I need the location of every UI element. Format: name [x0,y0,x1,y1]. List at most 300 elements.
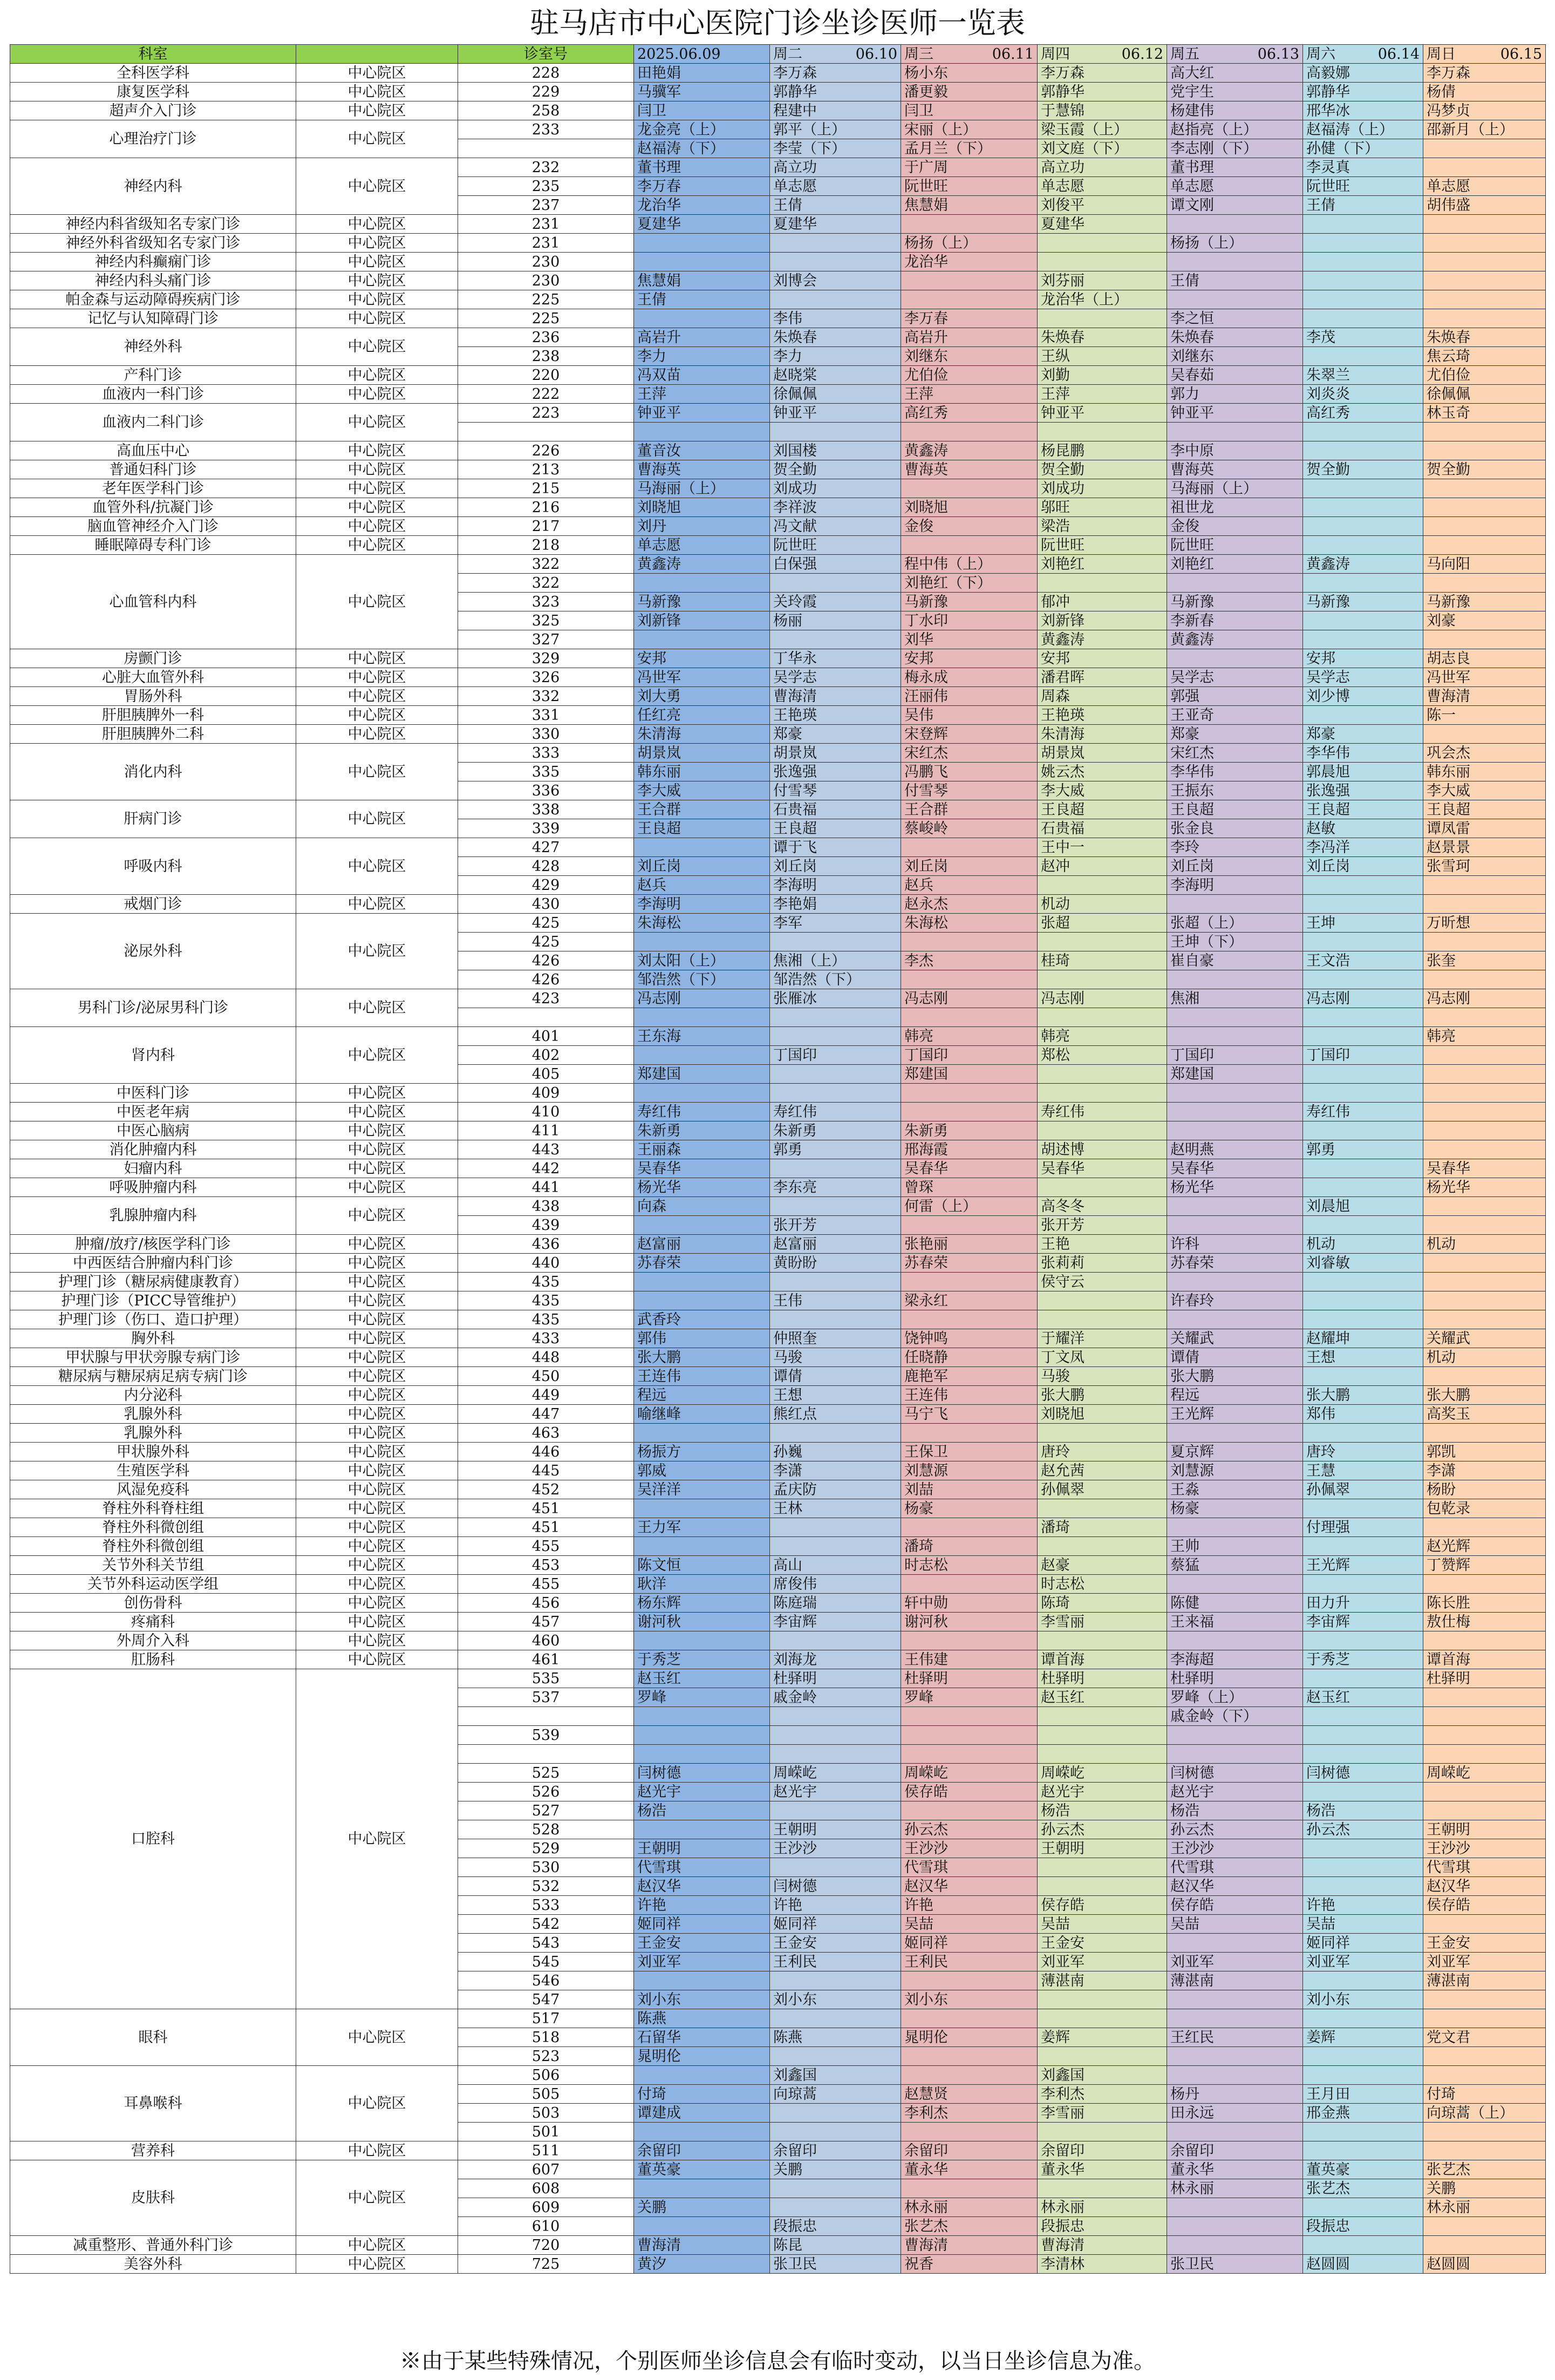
doctor-cell: 钟亚平 [634,404,770,423]
doctor-cell [1167,2198,1303,2217]
doctor-cell: 刘鑫国 [770,2066,901,2085]
doctor-cell [1038,574,1167,593]
doctor-cell [1303,970,1423,989]
doctor-cell [770,253,901,271]
room-cell: 236 [458,328,634,347]
room-cell: 435 [458,1291,634,1310]
room-cell: 539 [458,1726,634,1745]
doctor-cell: 王朝明 [634,1839,770,1858]
doctor-cell: 王良超 [634,819,770,838]
room-cell: 216 [458,498,634,517]
doctor-cell: 许艳 [1303,1896,1423,1915]
doctor-cell: 付雪琴 [901,781,1038,800]
doctor-cell [634,1424,770,1443]
doctor-cell: 许艳 [634,1896,770,1915]
doctor-cell: 高山 [770,1556,901,1575]
doctor-cell: 谭文刚 [1167,196,1303,215]
doctor-cell: 李利杰 [901,2104,1038,2123]
doctor-cell [1423,1291,1546,1310]
doctor-cell: 杨扬（上） [1167,234,1303,253]
table-row [10,385,1546,404]
doctor-cell: 寿红伟 [1038,1103,1167,1121]
doctor-cell: 郑松 [1038,1046,1167,1065]
doctor-cell: 机动 [1423,1348,1546,1367]
doctor-cell: 段振忠 [1038,2217,1167,2236]
room-cell: 610 [458,2217,634,2236]
doctor-cell: 黄鑫涛 [901,441,1038,460]
room-cell [458,1008,634,1027]
doctor-cell [1303,2198,1423,2217]
doctor-cell: 熊红点 [770,1405,901,1424]
doctor-cell: 郑豪 [1167,725,1303,744]
table-row [10,2255,1546,2274]
doctor-cell: 席俊伟 [770,1575,901,1594]
doctor-cell: 王连伟 [634,1367,770,1386]
doctor-cell [634,1820,770,1839]
doctor-cell [770,2047,901,2066]
room-cell: 322 [458,555,634,574]
doctor-cell [901,1726,1038,1745]
doctor-cell: 张开芳 [770,1216,901,1235]
doctor-cell: 程建中 [770,101,901,120]
doctor-cell [1423,1046,1546,1065]
doctor-cell [1167,1990,1303,2009]
doctor-cell [1423,234,1546,253]
room-cell: 332 [458,687,634,706]
doctor-cell [634,630,770,649]
doctor-cell: 李万春 [901,309,1038,328]
doctor-cell: 杜驿明 [770,1669,901,1688]
doctor-cell: 郭勇 [1303,1140,1423,1159]
doctor-cell [1303,1121,1423,1140]
doctor-cell [1303,479,1423,498]
doctor-cell: 赵光宇 [1038,1783,1167,1801]
doctor-cell: 王良超 [1423,800,1546,819]
doctor-cell: 马新豫 [1423,593,1546,611]
doctor-cell [1303,271,1423,290]
doctor-cell: 代雪琪 [901,1858,1038,1877]
doctor-cell: 晁明伦 [901,2028,1038,2047]
doctor-cell: 杨光华 [1423,1178,1546,1197]
room-cell: 323 [458,593,634,611]
doctor-cell: 王沙沙 [901,1839,1038,1858]
campus-cell: 中心院区 [296,1556,458,1575]
doctor-cell: 张艺杰 [1303,2179,1423,2198]
doctor-cell [1167,1575,1303,1594]
dept-cell: 护理门诊（伤口、造口护理） [10,1310,296,1329]
doctor-cell: 阮世旺 [1303,177,1423,196]
doctor-cell: 王伟 [770,1291,901,1310]
doctor-cell [1303,611,1423,630]
doctor-cell: 段振忠 [1303,2217,1423,2236]
doctor-cell: 杨建伟 [1167,101,1303,120]
table-row [10,2160,1546,2179]
doctor-cell [901,1518,1038,1537]
doctor-cell: 杨昆鹏 [1038,441,1167,460]
campus-cell: 中心院区 [296,725,458,744]
room-cell: 439 [458,1216,634,1235]
doctor-cell [901,290,1038,309]
doctor-cell: 朱海松 [634,914,770,933]
doctor-cell: 赵晓棠 [770,366,901,385]
doctor-cell [634,1631,770,1650]
doctor-cell: 王利民 [770,1953,901,1971]
doctor-cell: 吴春华 [901,1159,1038,1178]
room-cell: 426 [458,951,634,970]
doctor-cell [1038,933,1167,951]
doctor-cell [1038,1726,1167,1745]
doctor-cell: 贺全勤 [770,460,901,479]
doctor-cell: 郑建国 [1167,1065,1303,1084]
doctor-cell: 于慧锦 [1038,101,1167,120]
doctor-cell: 郭伟 [634,1329,770,1348]
doctor-cell: 李华伟 [1303,744,1423,763]
doctor-cell: 马新豫 [1167,593,1303,611]
doctor-cell: 邹浩然（下） [634,970,770,989]
doctor-cell: 丁华永 [770,649,901,668]
table-row [10,253,1546,271]
doctor-cell [1167,2066,1303,2085]
campus-cell: 中心院区 [296,1594,458,1613]
doctor-cell: 王朝明 [1038,1839,1167,1858]
doctor-cell [634,423,770,441]
doctor-cell [1303,1858,1423,1877]
campus-cell: 中心院区 [296,536,458,555]
doctor-cell: 赵福涛（上） [1303,120,1423,139]
doctor-cell: 敖仕梅 [1423,1613,1546,1631]
campus-cell: 中心院区 [296,895,458,914]
doctor-cell: 梁玉霞（上） [1038,120,1167,139]
doctor-cell: 戚金岭 [770,1688,901,1707]
campus-cell: 中心院区 [296,2066,458,2141]
doctor-cell [901,2009,1038,2028]
doctor-cell: 刘丘岗 [1167,857,1303,876]
doctor-cell: 周嵘屹 [901,1764,1038,1783]
doctor-cell [1167,1197,1303,1216]
room-cell: 547 [458,1990,634,2009]
doctor-cell [1167,2123,1303,2141]
doctor-cell: 任红亮 [634,706,770,725]
doctor-cell: 向森 [634,1197,770,1216]
table-row [10,1273,1546,1291]
doctor-cell [1303,933,1423,951]
doctor-cell: 董永华 [901,2160,1038,2179]
campus-cell: 中心院区 [296,1197,458,1235]
doctor-cell: 刘慧源 [901,1461,1038,1480]
dept-cell: 乳腺外科 [10,1424,296,1443]
doctor-cell: 阮世旺 [901,177,1038,196]
doctor-cell: 赵汉华 [1423,1877,1546,1896]
doctor-cell: 韩亮 [1038,1027,1167,1046]
dept-cell: 生殖医学科 [10,1461,296,1480]
campus-cell: 中心院区 [296,1669,458,2009]
room-cell: 433 [458,1329,634,1348]
doctor-cell: 黄鑫涛 [1038,630,1167,649]
table-row [10,1027,1546,1046]
doctor-cell: 罗峰 [901,1688,1038,1707]
doctor-cell: 杨浩 [1038,1801,1167,1820]
doctor-cell: 杨东辉 [634,1594,770,1613]
doctor-cell: 陈庭瑞 [770,1594,901,1613]
doctor-cell: 何雷（上） [901,1197,1038,1216]
doctor-cell: 王亚奇 [1167,706,1303,725]
doctor-cell [1167,1008,1303,1027]
doctor-cell [1038,234,1167,253]
doctor-cell [770,234,901,253]
doctor-cell: 郁冲 [1038,593,1167,611]
doctor-cell: 朱海松 [901,914,1038,933]
doctor-cell: 曹海清 [1423,687,1546,706]
room-cell: 447 [458,1405,634,1424]
doctor-cell [901,1801,1038,1820]
doctor-cell: 蔡猛 [1167,1556,1303,1575]
doctor-cell: 郭凯 [1423,1443,1546,1461]
doctor-cell: 谢河秋 [634,1613,770,1631]
doctor-cell [770,2009,901,2028]
doctor-cell: 赵景景 [1423,838,1546,857]
doctor-cell [1423,1254,1546,1273]
doctor-cell: 王坤 [1303,914,1423,933]
doctor-cell: 向琼蒿（上） [1423,2104,1546,2123]
doctor-cell: 谭倩 [1167,1348,1303,1367]
doctor-cell: 杨振方 [634,1443,770,1461]
doctor-cell: 姬同祥 [770,1915,901,1934]
doctor-cell [1038,1631,1167,1650]
doctor-cell [1038,1424,1167,1443]
doctor-cell: 吴喆 [1303,1915,1423,1934]
room-cell: 542 [458,1915,634,1934]
campus-cell: 中心院区 [296,1499,458,1518]
doctor-cell: 董永华 [1038,2160,1167,2179]
doctor-cell [1167,970,1303,989]
doctor-cell: 党文君 [1423,2028,1546,2047]
doctor-cell: 刘文庭（下） [1038,139,1167,158]
dept-cell: 血液内一科门诊 [10,385,296,404]
doctor-cell: 王纵 [1038,347,1167,366]
table-row [10,517,1546,536]
doctor-cell: 时志松 [1038,1575,1167,1594]
room-cell: 215 [458,479,634,498]
doctor-cell [1303,1310,1423,1329]
doctor-cell [634,234,770,253]
doctor-cell [901,838,1038,857]
doctor-cell [1423,271,1546,290]
room-cell: 440 [458,1254,634,1273]
doctor-cell: 赵富丽 [770,1235,901,1254]
doctor-cell: 郭威 [634,1461,770,1480]
doctor-cell: 陈琦 [1038,1594,1167,1613]
doctor-cell: 焦云琦 [1423,347,1546,366]
header-day-tue: 周二 06.10 [770,45,901,64]
doctor-cell [1423,970,1546,989]
table-row [10,498,1546,517]
doctor-cell [1423,1103,1546,1121]
doctor-cell: 安邦 [1303,649,1423,668]
campus-cell: 中心院区 [296,1386,458,1405]
doctor-cell: 吴喆 [901,1915,1038,1934]
dept-cell: 关节外科关节组 [10,1556,296,1575]
schedule-table [10,44,1546,2274]
doctor-cell: 薄湛南 [1423,1971,1546,1990]
doctor-cell: 马新豫 [1303,593,1423,611]
doctor-cell: 单志愿 [1423,177,1546,196]
doctor-cell [1423,574,1546,593]
campus-cell: 中心院区 [296,1235,458,1254]
doctor-cell: 赵指亮（上） [1167,120,1303,139]
doctor-cell [1038,309,1167,328]
dept-cell: 帕金森与运动障碍疾病门诊 [10,290,296,309]
doctor-cell: 包乾录 [1423,1499,1546,1518]
doctor-cell: 刘豪 [1423,611,1546,630]
campus-cell: 中心院区 [296,2009,458,2066]
table-row [10,838,1546,857]
doctor-cell [1303,1745,1423,1764]
room-cell: 546 [458,1971,634,1990]
table-row [10,800,1546,819]
doctor-cell: 孙云杰 [1303,1820,1423,1839]
doctor-cell [1303,441,1423,460]
doctor-cell: 宋红杰 [901,744,1038,763]
doctor-cell: 孟庆防 [770,1480,901,1499]
dept-cell: 呼吸内科 [10,838,296,895]
doctor-cell: 寿红伟 [770,1103,901,1121]
doctor-cell: 刘丘岗 [770,857,901,876]
doctor-cell [634,1971,770,1990]
doctor-cell: 刘继东 [901,347,1038,366]
doctor-cell [1303,1971,1423,1990]
doctor-cell: 金俊 [1167,517,1303,536]
doctor-cell: 刘慧源 [1167,1461,1303,1480]
doctor-cell: 李海明 [1167,876,1303,895]
doctor-cell: 宋红杰 [1167,744,1303,763]
doctor-cell: 杨扬（上） [901,234,1038,253]
room-cell: 441 [458,1178,634,1197]
doctor-cell: 仲照奎 [770,1329,901,1348]
doctor-cell [1303,2123,1423,2141]
doctor-cell: 胡景岚 [770,744,901,763]
doctor-cell: 高红秀 [1303,404,1423,423]
doctor-cell: 张超 [1038,914,1167,933]
room-cell: 545 [458,1953,634,1971]
doctor-cell: 谭凤雷 [1423,819,1546,838]
dept-cell: 甲状腺与甲状旁腺专病门诊 [10,1348,296,1367]
table-row [10,2141,1546,2160]
doctor-cell [770,1801,901,1820]
doctor-cell: 吴洋洋 [634,1480,770,1499]
doctor-cell: 苏春荣 [901,1254,1038,1273]
doctor-cell: 耿洋 [634,1575,770,1594]
doctor-cell: 冯志刚 [1303,989,1423,1008]
dept-cell: 皮肤科 [10,2160,296,2236]
doctor-cell [1167,1518,1303,1537]
doctor-cell: 刘海龙 [770,1650,901,1669]
doctor-cell: 陈健 [1167,1594,1303,1613]
doctor-cell [1038,1858,1167,1877]
doctor-cell [1423,1801,1546,1820]
doctor-cell: 马新豫 [901,593,1038,611]
room-cell: 609 [458,2198,634,2217]
doctor-cell: 张开芳 [1038,1216,1167,1235]
doctor-cell: 安邦 [1038,649,1167,668]
doctor-cell [770,423,901,441]
doctor-cell [1303,1178,1423,1197]
doctor-cell: 张金良 [1167,819,1303,838]
doctor-cell [1423,933,1546,951]
doctor-cell: 单志愿 [770,177,901,196]
dept-cell: 肝胆胰脾外二科 [10,725,296,744]
room-cell: 411 [458,1121,634,1140]
doctor-cell [770,1707,901,1726]
doctor-cell: 姬同祥 [1303,1934,1423,1953]
doctor-cell: 冯志刚 [901,989,1038,1008]
doctor-cell: 赵耀坤 [1303,1329,1423,1348]
dept-cell: 中西医结合肿瘤内科门诊 [10,1254,296,1273]
doctor-cell: 关鹏 [770,2160,901,2179]
room-cell: 446 [458,1443,634,1461]
doctor-cell: 郭强 [1167,687,1303,706]
room-cell: 231 [458,215,634,234]
doctor-cell: 汪丽伟 [901,687,1038,706]
campus-cell: 中心院区 [296,1103,458,1121]
doctor-cell [1303,1839,1423,1858]
doctor-cell: 杨倩 [1423,83,1546,101]
doctor-cell: 张莉莉 [1038,1254,1167,1273]
doctor-cell [1303,1669,1423,1688]
doctor-cell: 关耀武 [1167,1329,1303,1348]
table-row [10,1367,1546,1386]
doctor-cell: 王艳瑛 [1038,706,1167,725]
dept-cell: 外周介入科 [10,1631,296,1650]
doctor-cell: 焦湘（上） [770,951,901,970]
doctor-cell [901,1631,1038,1650]
doctor-cell: 高毅娜 [1303,64,1423,83]
doctor-cell: 梁永红 [901,1291,1038,1310]
dept-cell: 甲状腺外科 [10,1443,296,1461]
doctor-cell: 李灵真 [1303,158,1423,177]
doctor-cell: 张大鹏 [634,1348,770,1367]
doctor-cell: 侯存皓 [1038,1896,1167,1915]
room-cell: 523 [458,2047,634,2066]
doctor-cell: 王合群 [901,800,1038,819]
dept-cell: 肛肠科 [10,1650,296,1669]
doctor-cell: 潘君晖 [1038,668,1167,687]
doctor-cell [1423,1745,1546,1764]
doctor-cell: 胡伟盛 [1423,196,1546,215]
room-cell: 720 [458,2236,634,2255]
doctor-cell: 高大红 [1167,64,1303,83]
doctor-cell: 刘晓旭 [1038,1405,1167,1424]
header-day-sun: 周日 06.15 [1423,45,1546,64]
room-cell: 336 [458,781,634,800]
doctor-cell: 林永丽 [1423,2198,1546,2217]
room-cell: 223 [458,404,634,423]
doctor-cell: 邢金燕 [1303,2104,1423,2123]
campus-cell: 中心院区 [296,1424,458,1443]
doctor-cell [1167,1121,1303,1140]
doctor-cell: 王倩 [634,290,770,309]
doctor-cell: 胡景岚 [634,744,770,763]
campus-cell: 中心院区 [296,385,458,404]
table-row [10,1235,1546,1254]
doctor-cell [1423,423,1546,441]
dept-cell: 全科医学科 [10,64,296,83]
campus-cell: 中心院区 [296,1367,458,1386]
doctor-cell: 付雪琴 [770,781,901,800]
doctor-cell: 唐玲 [1303,1443,1423,1461]
doctor-cell: 姬同祥 [901,1934,1038,1953]
doctor-cell [1303,423,1423,441]
doctor-cell: 闫卫 [634,101,770,120]
